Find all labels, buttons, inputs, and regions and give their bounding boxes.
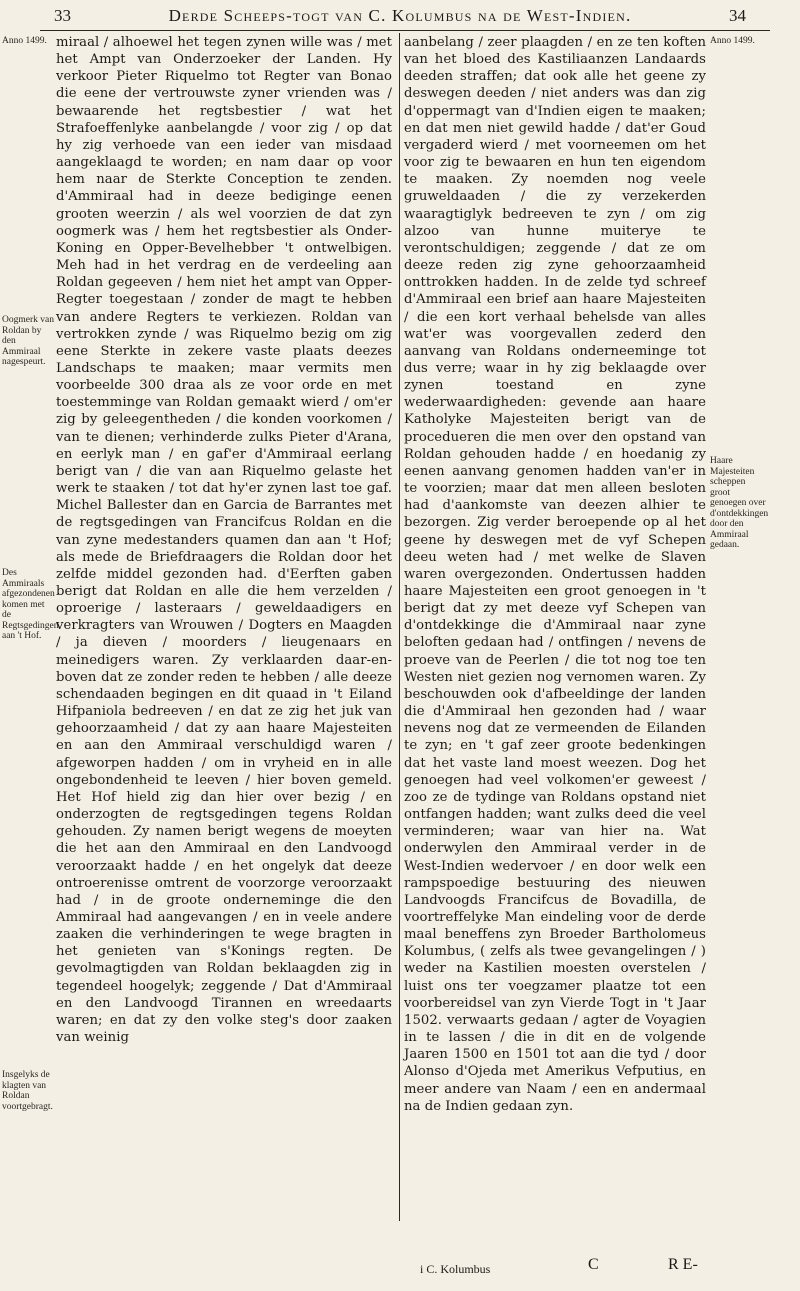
left-text-column xyxy=(56,34,392,1046)
left-page-number: 33 xyxy=(54,6,71,25)
right-text-column xyxy=(404,34,706,1115)
margin-note-anno-left: Anno 1499. xyxy=(2,36,47,46)
margin-note-insgelyks: Insgelyks de klagten van Roldan voortgebragt. xyxy=(2,1070,53,1112)
right-page-number: 34 xyxy=(729,6,746,25)
header-rule xyxy=(40,30,770,31)
footer-signature: i C. Kolumbus xyxy=(420,1262,491,1276)
margin-note-oogmerk: Oogmerk van Roldan by den Ammiraal nagespeurt. xyxy=(2,315,54,367)
page-header xyxy=(40,6,760,30)
left-column-text: miraal / alhoewel het tegen zynen wille was / met het Ampt van Onderzoeker der Landen. Hy verkoor Pieter Riquelmo tot Regter van Bonao die eene der vertrouwste zyner vrienden was / bewaarende het regtsbestier / wat het Strafoeffenlyke aanbelangde / voor zig / op dat hy zig verhoede van een ieder van misdaad aangeklaagd te worden; en nam daar op voor hem naar de Sterkte Conception te zenden. d'Ammiraal had in deeze bediginge eenen grooten weerzin / als wel voorzien de dat zyn oogmerk was / hem het regtsbestier als Onder-Koning en Opper-Bevelhebber 't ontwelbigen. Meh had in het verdrag en de verdeeling aan Roldan gegeeven / hem niet het ampt van Opper-Regter toegestaan / zonder de magt te hebben van andere Regters te verkiezen. Roldan van vertrokken zynde / was Riquelmo bezig om zig eene Sterkte in zekere vaste plaats deezes Landschaps te maaken; maar vermits men voorbeelde 300 draa als ze voor orde en met toestemminge van Roldan gemaakt wierd / om'er zig by geleegentheden / die konden voorkomen / van te dienen; verhinderde zulks Pieter d'Arana, en eerlyk man / en gaf'er d'Ammiraal eerlang berigt van / die van aan Riquelmo gelaste het werk te staaken / tot dat hy'er zynen last toe gaf. Michel Ballester dan en Garcia de Barrantes met de regtsgedingen van Francifcus Roldan en die van zyne medestanders quamen dan aan 't Hof; als mede de Briefdraagers die Roldan door het zelfde middel gezonden had. d'Eerften gaben berigt dat Roldan en alle die hem verzelden / oproerige / lasteraars / geweldaadigers en verkragters van Wrouwen / Dogters en Maagden / ja dieven / moorders / lieugenaars en meinedigers waren. Zy verklaarden daar-en-boven dat ze zonder reden te hebben / alle deeze schendaaden begingen en dit quaad in 't Eiland Hifpaniola bedreeven / en dat ze zig het juk van gehoorzaamheid / dat zy aan haare Majesteiten en aan den Ammiraal verschuldigd waren / afgeworpen hadden / om in vryheid en in alle ongebondenheid te leeven / hier boven gemeld. Het Hof hield zig dan hier over bezig / en onderzogten de regtsgedingen tegens Roldan gehouden. Zy namen berigt wegens de moeyten die het aan den Ammiraal en den Landvoogd veroorzaakt hadde / en het ongelyk dat deeze ontroerenisse omtrent de voorzorge veroorzaakt had / in de groote onderneminge die den Ammiraal had aangevangen / en in veele andere zaaken die verhinderingen te wege bragten in het genieten van s'Konings regten. De gevolmagtigden van Roldan beklaagden zig in tegendeel hoogelyk; zeggende / Dat d'Ammiraal en den Landvoogd Tirannen en wreedaarts waren; en dat zy den volke steg's door zaaken van weinig xyxy=(56,35,392,1046)
footer-mark-c: C xyxy=(588,1256,599,1273)
column-divider xyxy=(399,33,400,1221)
running-title: Derde Scheeps-togt van C. Kolumbus na de West-Indien. xyxy=(168,6,632,25)
margin-note-haare-majesteiten: Haare Majesteiten scheppen groot genoegen over d'ontdekkingen door den Ammiraal gedaan. xyxy=(710,456,769,550)
footer-catchword: R E- xyxy=(668,1256,698,1273)
margin-note-des-ammiraals: Des Ammiraals afgezondenen komen met de Regtsgedingen aan 't Hof. xyxy=(2,568,59,641)
right-column-text: aanbelang / zeer plaagden / en ze ten koften van het bloed des Kastiliaanzen Landaards deeden straffen; dat ook alle het geene zy deswegen deeden / niet anders was dan zig d'oppermagt van d'Indien eigen te maaken; en dat men niet gewild hadde / dat'er Goud vergaderd wierd / met voorneemen om het voor zig te bewaaren en hun ten eigendom te maaken. Zy noemden nog veele gruweldaaden / die zy verzekerden waaragtiglyk bedreeven te zyn / om zig alzoo van hunne muiterye te verontschuldigen; zeggende / dat ze om deeze reden zig zyne gehoorzaamheid onttrokken hadden. In de zelde tyd schreef d'Ammiraal een brief aan haare Majesteiten / die een kort verhaal behelsde van alles wat'er was voorgevallen zederd den aanvang van Roldans onderneeminge tot dus verre; waar in hy zig beklaagde over zynen toestand en zyne wederwaardigheden: gevende aan haare Katholyke Majesteiten berigt van de procedueren die men over den opstand van Roldan gehouden hadde / en hoedanig zy eenen aanvang genomen hadden van'er in te voorzien; maar dat men alleen besloten had d'aankomste van deezen alhier te bezorgen. Zig verder beroepende op al het geene hy deswegen met de vyf Schepen deeu weten had / met welke de Slaven waren overgezonden. Ondertussen hadden haare Majesteiten een groot genoegen in 't berigt dat zy met deeze vyf Schepen van d'ontdekkinge die d'Ammiraal naar zyne beloften gedaan had / ontfingen / nevens de proeve van de Peerlen / die tot nog toe ten Westen niet gezien nog vernomen waren. Zy beschouwden ook d'afbeeldinge der landen die d'Ammiraal hen gezonden had / waar nevens nog dat ze vermeenden de Eilanden te zyn; en 't gaf zeer groote bedenkingen dat het vaste land moest weezen. Dog het genoegen had veel volkomen'er geweest / zoo ze de tydinge van Roldans opstand niet ontfangen hadden; want zulks deed die veel verminderen; waar van hier na. Wat onderwylen den Ammiraal verder in de West-Indien wedervoer / en door welk een rampspoedige bestuuring des nieuwen Landvoogds Francifcus de Bovadilla, de voortreffelyke Man eindeling voor de derde maal beneffens zyn Broeder Bartholomeus Kolumbus, ( zelfs als twee gevangelingen / ) weder na Kastilien moesten overstelen / luist ons ter voegzamer plaatze tot een voorbereidsel van zyn Vierde Togt in 't Jaar 1502. verwaarts gedaan / agter de Voyagien in te lassen / die in dit en de volgende Jaaren 1500 en 1501 tot aan die tyd / door Alonso d'Ojeda met Amerikus Vefputius, en meer andere van Naam / een en andermaal na de Indien gedaan zyn. xyxy=(404,35,706,1114)
margin-note-anno-right: Anno 1499. xyxy=(710,36,755,46)
